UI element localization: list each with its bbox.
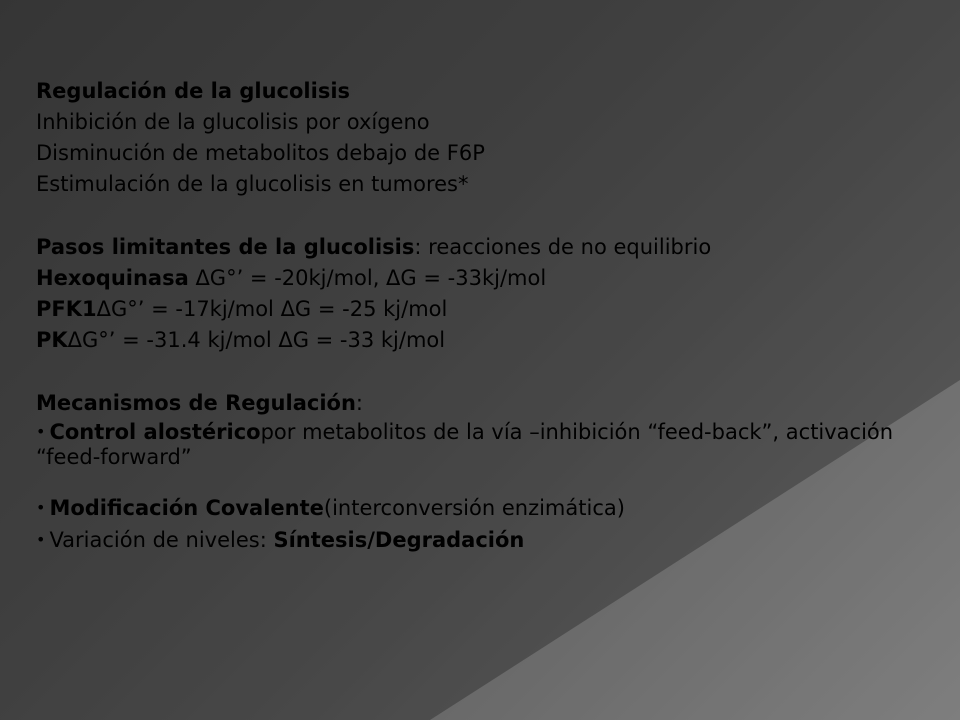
hexoquinasa-name: Hexoquinasa [36,266,189,290]
text-line-decrease: Disminución de metabolitos debajo de F6P [36,141,485,165]
bullet-icon: • [36,530,46,549]
pk-line [36,325,936,356]
spacer [36,200,936,232]
bullet-icon: • [36,498,46,517]
pk-name: PK [36,328,68,352]
pfk1-name: PFK1 [36,297,97,321]
limiting-steps-rest: : reacciones de no equilibrio [414,235,712,259]
pk-values: ΔG°’ = -31.4 kj/mol ΔG = -33 kj/mol [67,328,446,352]
slide-title: Regulación de la glucolisis [36,79,351,103]
slide-content [36,76,936,556]
limiting-steps-heading: Pasos limitantes de la glucolisis [36,235,415,259]
hexoquinasa-values: ΔG°’ = -20kj/mol, ΔG = -33kj/mol [188,266,547,290]
spacer [36,356,936,388]
text-line-inhibition: Inhibición de la glucolisis por oxígeno [36,110,430,134]
mechanisms-heading: Mecanismos de Regulación [36,391,356,415]
bullet-allosteric: • Control alostéricopor metabolitos de la vía –inhibición “feed-back”, activación “feed-forward” [36,420,894,469]
bullet-covalent: • Modificación Covalente(interconversión enzimática) [36,496,625,520]
bullet-levels: • Variación de niveles: Síntesis/Degradación [36,528,525,552]
text-line-stimulation: Estimulación de la glucolisis en tumores* [36,172,469,196]
pfk1-values: ΔG°’ = -17kj/mol ΔG = -25 kj/mol [96,297,448,321]
limiting-steps-line [36,232,936,263]
mechanisms-line: Mecanismos de Regulación: [36,391,363,415]
spacer [36,470,936,492]
hexoquinasa-line [36,263,936,294]
pfk1-line [36,294,936,325]
bullet-icon: • [36,422,46,441]
